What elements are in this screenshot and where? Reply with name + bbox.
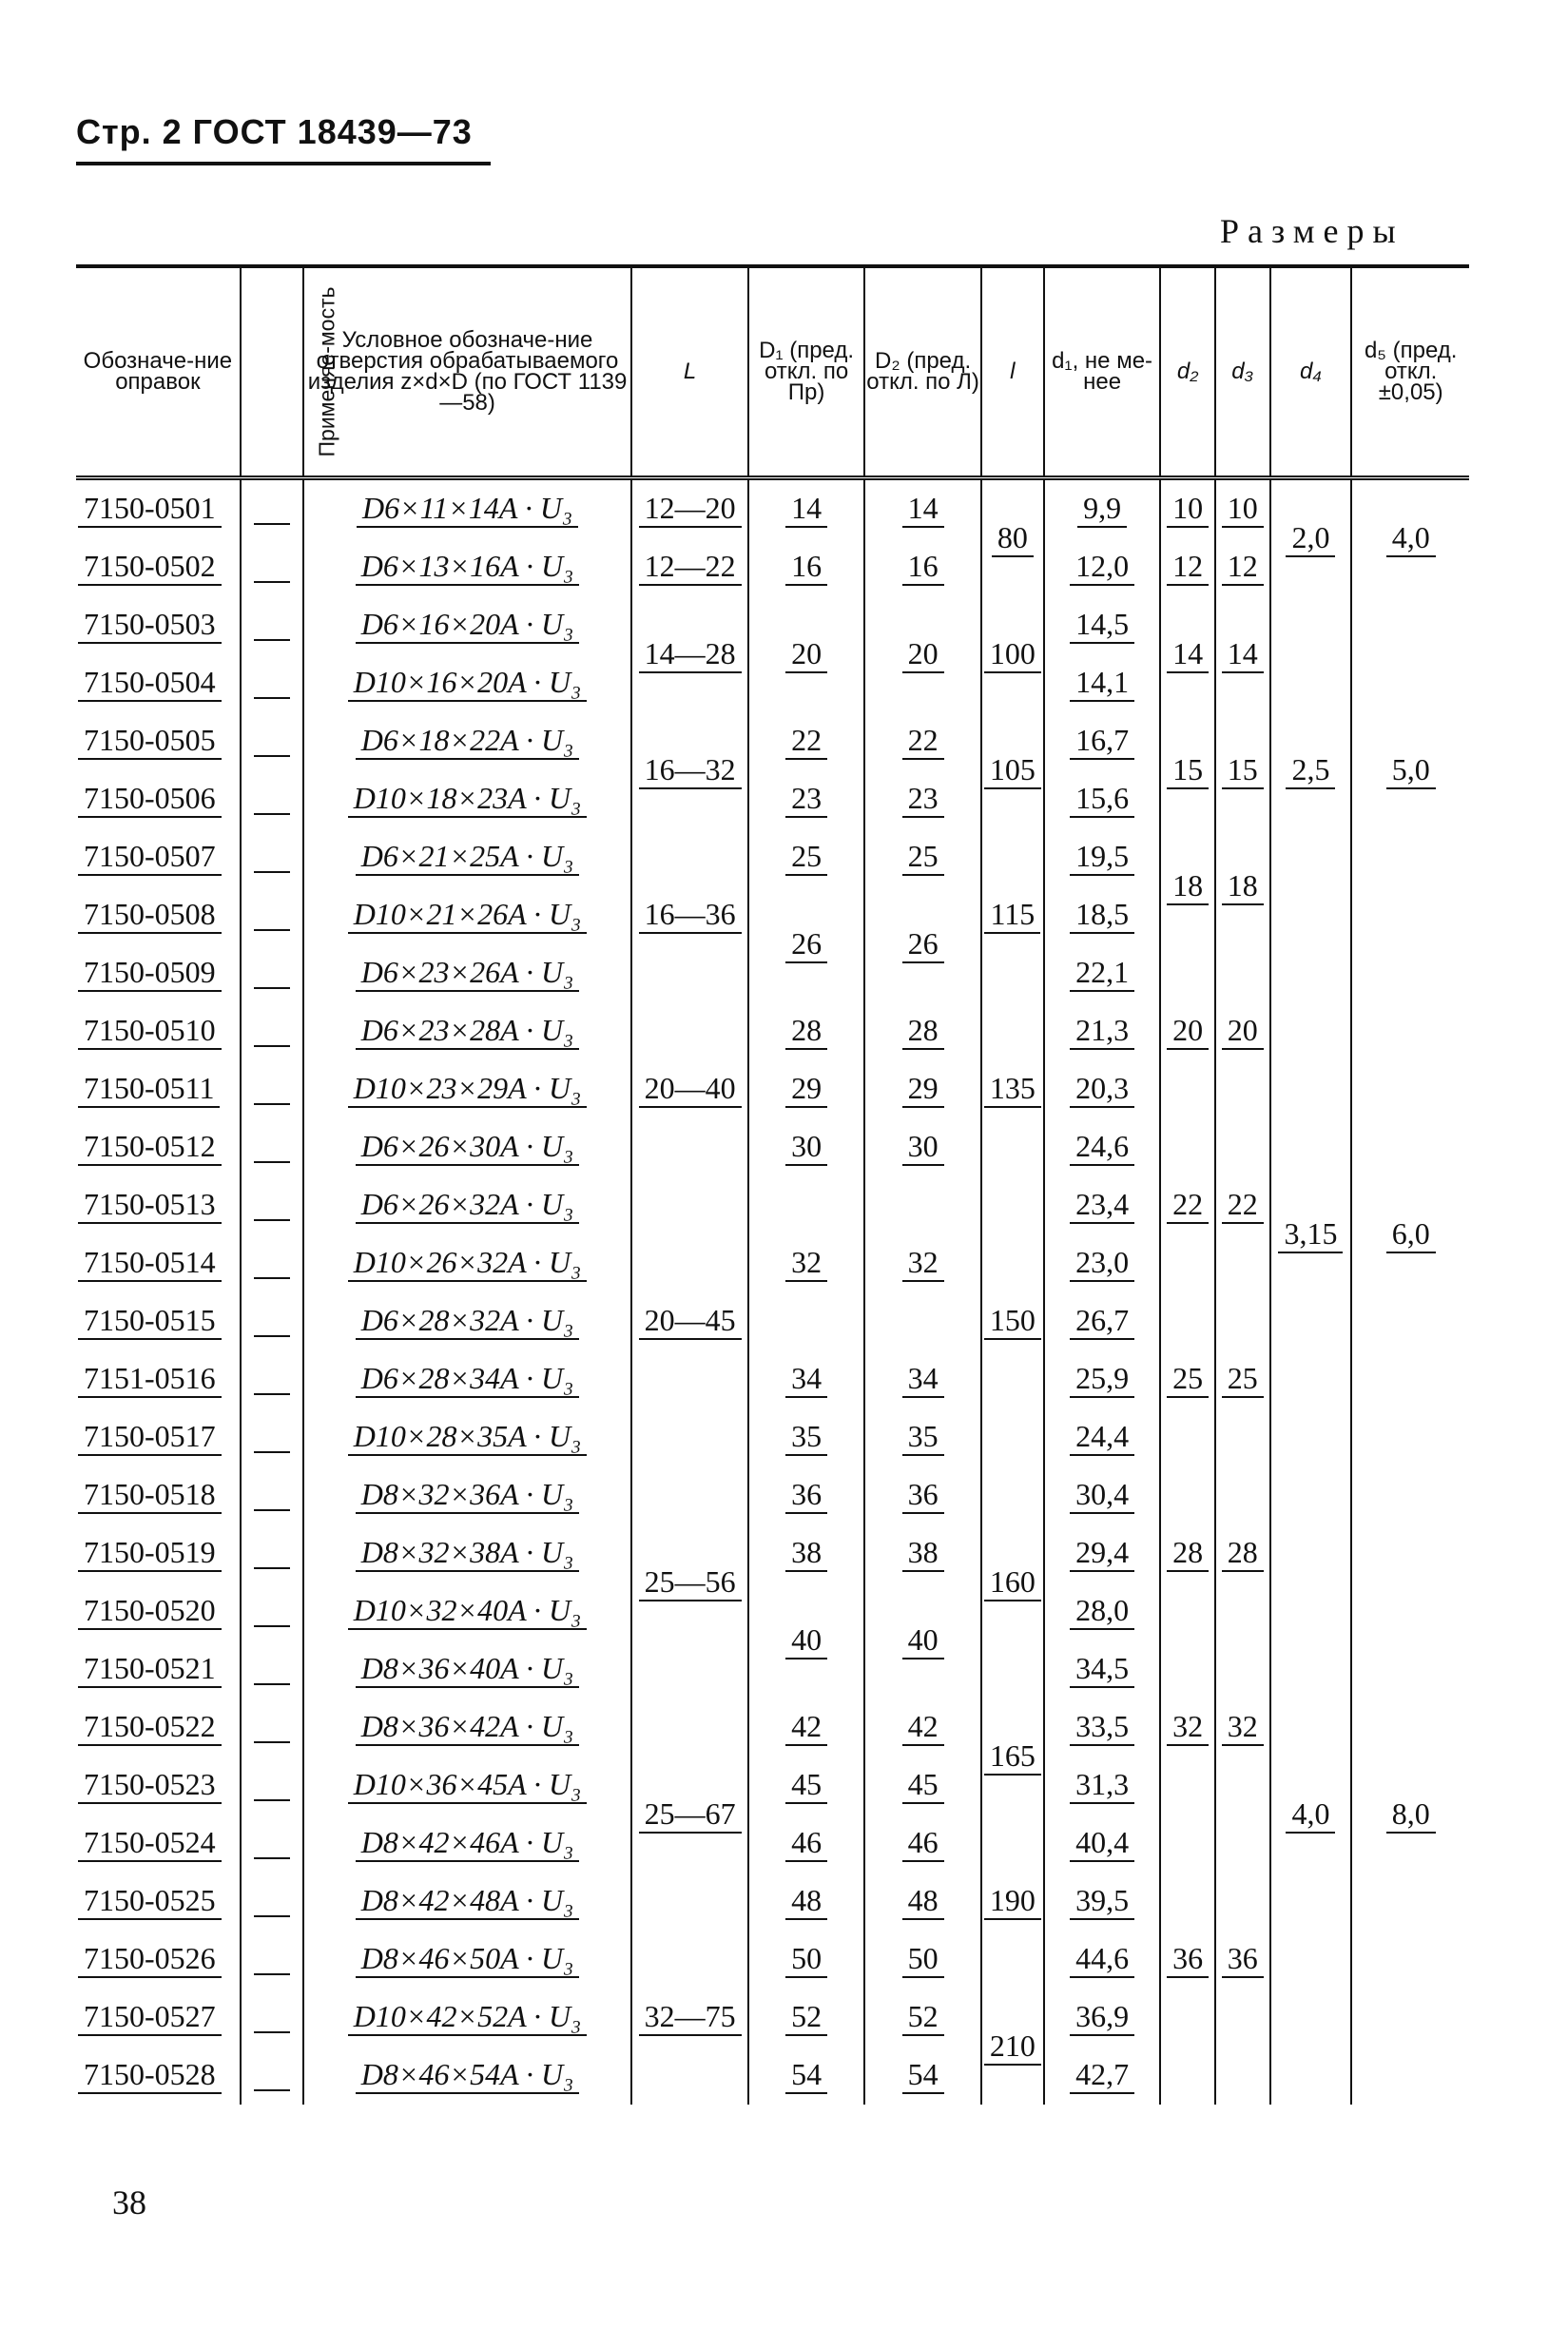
col-l: l [981,266,1044,478]
cell-d4: 2,0 [1270,478,1352,597]
cell-designation: 7150-0508 [76,886,241,944]
col-d4: d₄ [1270,266,1352,478]
cell-applicability [241,1582,303,1640]
cell-D1: 16 [748,538,865,596]
cell-hole: D6×16×20A · U₃ [303,596,632,654]
table-row [76,1815,1469,1873]
cell-hole: D10×18×23A · U₃ [303,770,632,828]
cell-L: 12—20 [631,478,748,539]
cell-hole: D6×21×25A · U₃ [303,828,632,886]
table-caption: Размеры [1220,212,1404,250]
cell-d2: 14 [1160,596,1215,712]
cell-d3: 14 [1215,596,1270,712]
cell-D2: 14 [864,478,981,539]
cell-d3: 28 [1215,1466,1270,1640]
cell-designation: 7150-0504 [76,654,241,712]
cell-applicability [241,1118,303,1176]
cell-D2: 29 [864,1060,981,1118]
cell-L: 32—75 [631,1931,748,2105]
cell-designation: 7150-0503 [76,596,241,654]
cell-D1: 32 [748,1176,865,1350]
cell-d1: 29,4 [1044,1524,1161,1582]
cell-D2: 26 [864,886,981,1002]
cell-D2: 52 [864,1989,981,2047]
table-row [76,828,1469,886]
cell-d2: 22 [1160,1118,1215,1292]
cell-d1: 22,1 [1044,944,1161,1002]
cell-hole: D10×28×35A · U₃ [303,1408,632,1466]
cell-d1: 14,5 [1044,596,1161,654]
cell-hole: D10×32×40A · U₃ [303,1582,632,1640]
cell-d1: 40,4 [1044,1815,1161,1873]
cell-designation: 7150-0523 [76,1756,241,1815]
col-d3: d₃ [1215,266,1270,478]
cell-l: 160 [981,1466,1044,1698]
cell-applicability [241,944,303,1002]
cell-hole: D8×42×48A · U₃ [303,1873,632,1931]
cell-applicability [241,1466,303,1524]
cell-hole: D8×32×38A · U₃ [303,1524,632,1582]
cell-designation: 7150-0510 [76,1002,241,1060]
cell-D1: 45 [748,1756,865,1815]
cell-hole: D6×28×32A · U₃ [303,1292,632,1350]
cell-applicability [241,1234,303,1292]
cell-designation: 7150-0518 [76,1466,241,1524]
cell-d1: 16,7 [1044,712,1161,770]
cell-d1: 20,3 [1044,1060,1161,1118]
cell-d1: 42,7 [1044,2047,1161,2105]
col-L: L [631,266,748,478]
cell-hole: D6×26×30A · U₃ [303,1118,632,1176]
cell-l: 100 [981,596,1044,712]
cell-hole: D8×36×40A · U₃ [303,1640,632,1698]
cell-D2: 16 [864,538,981,596]
cell-d1: 12,0 [1044,538,1161,596]
cell-applicability [241,1292,303,1350]
cell-d2: 18 [1160,828,1215,944]
cell-D2: 34 [864,1350,981,1408]
cell-d1: 18,5 [1044,886,1161,944]
cell-D2: 23 [864,770,981,828]
cell-hole: D10×42×52A · U₃ [303,1989,632,2047]
cell-applicability [241,1815,303,1873]
cell-applicability [241,1524,303,1582]
cell-applicability [241,1408,303,1466]
cell-d5: 6,0 [1351,944,1469,1524]
cell-applicability [241,1350,303,1408]
cell-d1: 33,5 [1044,1698,1161,1756]
cell-d2: 36 [1160,1815,1215,2105]
cell-hole: D6×11×14A · U₃ [303,478,632,539]
cell-d5: 8,0 [1351,1524,1469,2105]
cell-D2: 22 [864,712,981,770]
cell-designation: 7150-0524 [76,1815,241,1873]
cell-D2: 36 [864,1466,981,1524]
cell-d1: 34,5 [1044,1640,1161,1698]
cell-d1: 39,5 [1044,1873,1161,1931]
cell-d1: 24,6 [1044,1118,1161,1176]
cell-hole: D6×23×28A · U₃ [303,1002,632,1060]
cell-D2: 40 [864,1582,981,1698]
col-designation: Обозначе-ние оправок [76,266,241,478]
cell-D1: 48 [748,1873,865,1931]
cell-applicability [241,1176,303,1234]
col-D1: D₁ (пред. откл. по Пр) [748,266,865,478]
cell-designation: 7150-0511 [76,1060,241,1118]
dimensions-table [76,264,1469,2105]
cell-d3: 12 [1215,538,1270,596]
cell-designation: 7150-0502 [76,538,241,596]
cell-d1: 24,4 [1044,1408,1161,1466]
cell-l: 80 [981,478,1044,597]
table-row [76,478,1469,539]
cell-L: 12—22 [631,538,748,596]
table-body [76,478,1469,2106]
cell-D1: 52 [748,1989,865,2047]
cell-d2: 20 [1160,944,1215,1118]
cell-l: 135 [981,1002,1044,1176]
cell-D2: 35 [864,1408,981,1466]
cell-applicability [241,1002,303,1060]
cell-D2: 32 [864,1176,981,1350]
cell-applicability [241,1873,303,1931]
cell-d3: 25 [1215,1292,1270,1466]
cell-designation: 7150-0509 [76,944,241,1002]
cell-applicability [241,770,303,828]
cell-D1: 34 [748,1350,865,1408]
col-D2: D₂ (пред. откл. по Л) [864,266,981,478]
cell-L: 14—28 [631,596,748,712]
cell-D1: 23 [748,770,865,828]
cell-D1: 29 [748,1060,865,1118]
cell-L: 25—67 [631,1698,748,1931]
cell-designation: 7150-0501 [76,478,241,539]
cell-hole: D10×21×26A · U₃ [303,886,632,944]
cell-applicability [241,1060,303,1118]
cell-L: 16—32 [631,712,748,828]
cell-D2: 45 [864,1756,981,1815]
cell-D1: 22 [748,712,865,770]
cell-d1: 23,4 [1044,1176,1161,1234]
cell-applicability [241,2047,303,2105]
cell-D2: 48 [864,1873,981,1931]
cell-D1: 40 [748,1582,865,1698]
cell-D2: 38 [864,1524,981,1582]
table-row [76,712,1469,770]
cell-designation: 7150-0522 [76,1698,241,1756]
cell-designation: 7151-0516 [76,1350,241,1408]
cell-D2: 46 [864,1815,981,1873]
cell-hole: D8×46×50A · U₃ [303,1931,632,1989]
cell-d1: 21,3 [1044,1002,1161,1060]
cell-applicability [241,1931,303,1989]
cell-d2: 10 [1160,478,1215,539]
cell-applicability [241,1756,303,1815]
cell-designation: 7150-0527 [76,1989,241,2047]
cell-d5: 5,0 [1351,596,1469,944]
cell-D1: 50 [748,1931,865,1989]
cell-designation: 7150-0519 [76,1524,241,1582]
cell-D2: 28 [864,1002,981,1060]
cell-D2: 50 [864,1931,981,1989]
cell-d1: 15,6 [1044,770,1161,828]
cell-D1: 42 [748,1698,865,1756]
cell-L: 20—40 [631,1002,748,1176]
cell-d1: 26,7 [1044,1292,1161,1350]
cell-d2: 12 [1160,538,1215,596]
cell-d1: 23,0 [1044,1234,1161,1292]
cell-l: 105 [981,712,1044,828]
cell-d1: 36,9 [1044,1989,1161,2047]
cell-applicability [241,478,303,539]
cell-d3: 22 [1215,1118,1270,1292]
cell-d2: 25 [1160,1292,1215,1466]
cell-d3: 32 [1215,1640,1270,1815]
page-header: Стр. 2 ГОСТ 18439—73 [76,112,473,151]
cell-designation: 7150-0507 [76,828,241,886]
cell-applicability [241,1989,303,2047]
cell-d2: 32 [1160,1640,1215,1815]
cell-d1: 25,9 [1044,1350,1161,1408]
col-d2: d₂ [1160,266,1215,478]
cell-designation: 7150-0526 [76,1931,241,1989]
cell-D1: 26 [748,886,865,1002]
cell-d3: 10 [1215,478,1270,539]
cell-designation: 7150-0525 [76,1873,241,1931]
cell-hole: D6×13×16A · U₃ [303,538,632,596]
cell-D2: 20 [864,596,981,712]
cell-hole: D6×18×22A · U₃ [303,712,632,770]
cell-l: 150 [981,1176,1044,1466]
cell-d1: 31,3 [1044,1756,1161,1815]
cell-applicability [241,538,303,596]
cell-hole: D10×36×45A · U₃ [303,1756,632,1815]
cell-D1: 35 [748,1408,865,1466]
table-row [76,538,1469,596]
cell-applicability [241,886,303,944]
cell-designation: 7150-0520 [76,1582,241,1640]
cell-hole: D8×46×54A · U₃ [303,2047,632,2105]
cell-designation: 7150-0515 [76,1292,241,1350]
cell-designation: 7150-0512 [76,1118,241,1176]
cell-designation: 7150-0528 [76,2047,241,2105]
header-rule [76,162,491,165]
col-d1: d₁, не ме-нее [1044,266,1161,478]
cell-D1: 38 [748,1524,865,1582]
col-d5: d₅ (пред. откл. ±0,05) [1351,266,1469,478]
cell-l: 190 [981,1815,1044,1989]
cell-D1: 54 [748,2047,865,2105]
cell-designation: 7150-0505 [76,712,241,770]
cell-hole: D10×16×20A · U₃ [303,654,632,712]
cell-d2: 15 [1160,712,1215,828]
cell-d3: 36 [1215,1815,1270,2105]
cell-d3: 15 [1215,712,1270,828]
cell-L: 25—56 [631,1466,748,1698]
cell-d4: 3,15 [1270,944,1352,1524]
cell-l: 115 [981,828,1044,1002]
cell-D2: 25 [864,828,981,886]
cell-D1: 46 [748,1815,865,1873]
cell-designation: 7150-0517 [76,1408,241,1466]
cell-applicability [241,1640,303,1698]
cell-hole: D10×23×29A · U₃ [303,1060,632,1118]
cell-d3: 18 [1215,828,1270,944]
cell-applicability [241,596,303,654]
cell-L: 20—45 [631,1176,748,1466]
cell-D1: 20 [748,596,865,712]
cell-l: 210 [981,1989,1044,2105]
table-row [76,1466,1469,1524]
cell-l: 165 [981,1698,1044,1815]
cell-D1: 25 [748,828,865,886]
col-hole: Условное обозначе-ние отверстия обрабатываемого изделия z×d×D (по ГОСТ 1139—58) [303,266,632,478]
cell-hole: D6×26×32A · U₃ [303,1176,632,1234]
cell-hole: D8×42×46A · U₃ [303,1815,632,1873]
cell-d1: 19,5 [1044,828,1161,886]
cell-d1: 28,0 [1044,1582,1161,1640]
cell-applicability [241,828,303,886]
cell-D1: 36 [748,1466,865,1524]
cell-d1: 30,4 [1044,1466,1161,1524]
cell-d1: 44,6 [1044,1931,1161,1989]
cell-applicability [241,712,303,770]
page-number: 38 [112,2183,146,2222]
cell-applicability [241,1698,303,1756]
cell-D2: 54 [864,2047,981,2105]
cell-d4: 4,0 [1270,1524,1352,2105]
cell-d1: 9,9 [1044,478,1161,539]
cell-hole: D6×28×34A · U₃ [303,1350,632,1408]
cell-d1: 14,1 [1044,654,1161,712]
cell-hole: D8×32×36A · U₃ [303,1466,632,1524]
cell-hole: D8×36×42A · U₃ [303,1698,632,1756]
col-applicability: Применяе-мость [241,266,303,478]
cell-hole: D6×23×26A · U₃ [303,944,632,1002]
cell-applicability [241,654,303,712]
cell-d4: 2,5 [1270,596,1352,944]
cell-d3: 20 [1215,944,1270,1118]
cell-designation: 7150-0506 [76,770,241,828]
table-header-row [76,266,1469,478]
cell-designation: 7150-0521 [76,1640,241,1698]
cell-designation: 7150-0513 [76,1176,241,1234]
cell-hole: D10×26×32A · U₃ [303,1234,632,1292]
cell-d2: 28 [1160,1466,1215,1640]
cell-D1: 30 [748,1118,865,1176]
table-row [76,1118,1469,1176]
cell-D1: 14 [748,478,865,539]
cell-D1: 28 [748,1002,865,1060]
table-row [76,596,1469,654]
cell-L: 16—36 [631,828,748,1002]
cell-d5: 4,0 [1351,478,1469,597]
cell-designation: 7150-0514 [76,1234,241,1292]
cell-D2: 42 [864,1698,981,1756]
cell-D2: 30 [864,1118,981,1176]
